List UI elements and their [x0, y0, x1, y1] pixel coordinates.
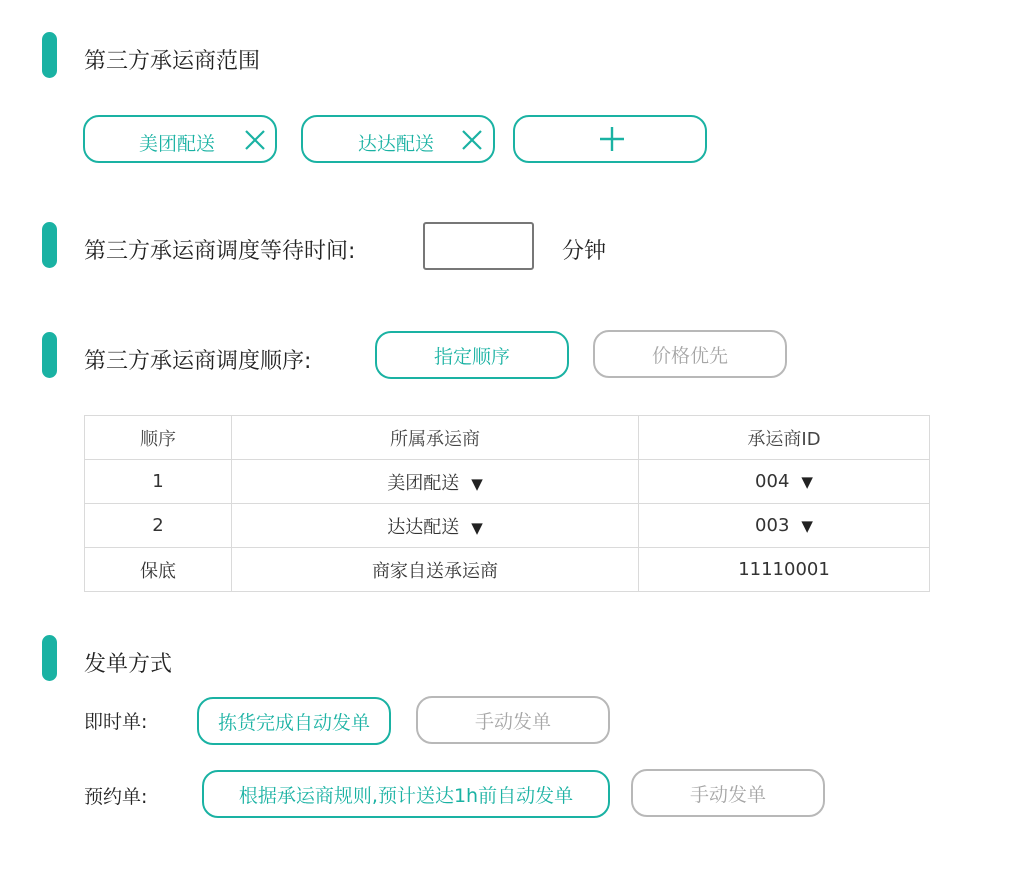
dropdown-triangle-icon[interactable]: ▼ — [471, 518, 483, 537]
close-icon[interactable] — [243, 128, 267, 152]
column-header-order: 顺序 — [85, 416, 232, 460]
scheduled-manual-dispatch-option[interactable]: 手动发单 — [631, 769, 825, 817]
order-cell: 保底 — [85, 548, 232, 592]
instant-auto-dispatch-option[interactable]: 拣货完成自动发单 — [197, 697, 391, 745]
order-cell: 2 — [85, 504, 232, 548]
dispatch-method-title: 发单方式 — [84, 652, 173, 677]
table-row — [85, 460, 930, 504]
carrier-tag-label: 美团配送 — [139, 133, 216, 155]
carrier-order-table — [84, 415, 930, 592]
carrier-select-value: 达达配送 — [387, 516, 460, 538]
order-option-price-first[interactable]: 价格优先 — [593, 330, 787, 378]
instant-manual-dispatch-option[interactable]: 手动发单 — [416, 696, 610, 744]
section-marker — [42, 332, 57, 378]
wait-time-unit: 分钟 — [562, 239, 607, 264]
column-header-carrier-id: 承运商ID — [639, 416, 930, 460]
order-cell: 1 — [85, 460, 232, 504]
table-header-row — [85, 416, 930, 460]
carrier-cell[interactable] — [232, 460, 639, 504]
plus-icon — [598, 125, 626, 153]
table-row — [85, 504, 930, 548]
section-marker — [42, 635, 57, 681]
carrier-tag-label: 达达配送 — [358, 133, 435, 155]
carrier-select-value: 美团配送 — [387, 472, 460, 494]
table-row — [85, 548, 930, 592]
order-option-specified[interactable]: 指定顺序 — [375, 331, 569, 379]
carrier-cell[interactable] — [232, 504, 639, 548]
carrier-id-select-value: 003 — [755, 515, 790, 536]
carrier-tag-dada[interactable] — [301, 115, 495, 163]
wait-time-title: 第三方承运商调度等待时间: — [84, 239, 356, 264]
carrier-id-cell: 11110001 — [639, 548, 930, 592]
carrier-cell: 商家自送承运商 — [232, 548, 639, 592]
dropdown-triangle-icon[interactable]: ▼ — [471, 474, 483, 493]
carrier-id-select-value: 004 — [755, 471, 790, 492]
carrier-id-cell[interactable] — [639, 504, 930, 548]
carrier-tag-meituan[interactable] — [83, 115, 277, 163]
close-icon[interactable] — [460, 128, 484, 152]
carrier-scope-title: 第三方承运商范围 — [84, 49, 261, 74]
instant-order-label: 即时单: — [84, 711, 148, 733]
add-carrier-button[interactable] — [513, 115, 707, 163]
scheduled-auto-dispatch-option[interactable]: 根据承运商规则,预计送达1h前自动发单 — [202, 770, 610, 818]
column-header-carrier: 所属承运商 — [232, 416, 639, 460]
section-marker — [42, 32, 57, 78]
dropdown-triangle-icon[interactable]: ▼ — [801, 517, 813, 535]
dropdown-triangle-icon[interactable]: ▼ — [801, 473, 813, 491]
scheduled-order-label: 预约单: — [84, 786, 148, 808]
wait-time-input[interactable] — [423, 222, 534, 270]
carrier-id-cell[interactable] — [639, 460, 930, 504]
dispatch-order-title: 第三方承运商调度顺序: — [84, 349, 312, 374]
section-marker — [42, 222, 57, 268]
